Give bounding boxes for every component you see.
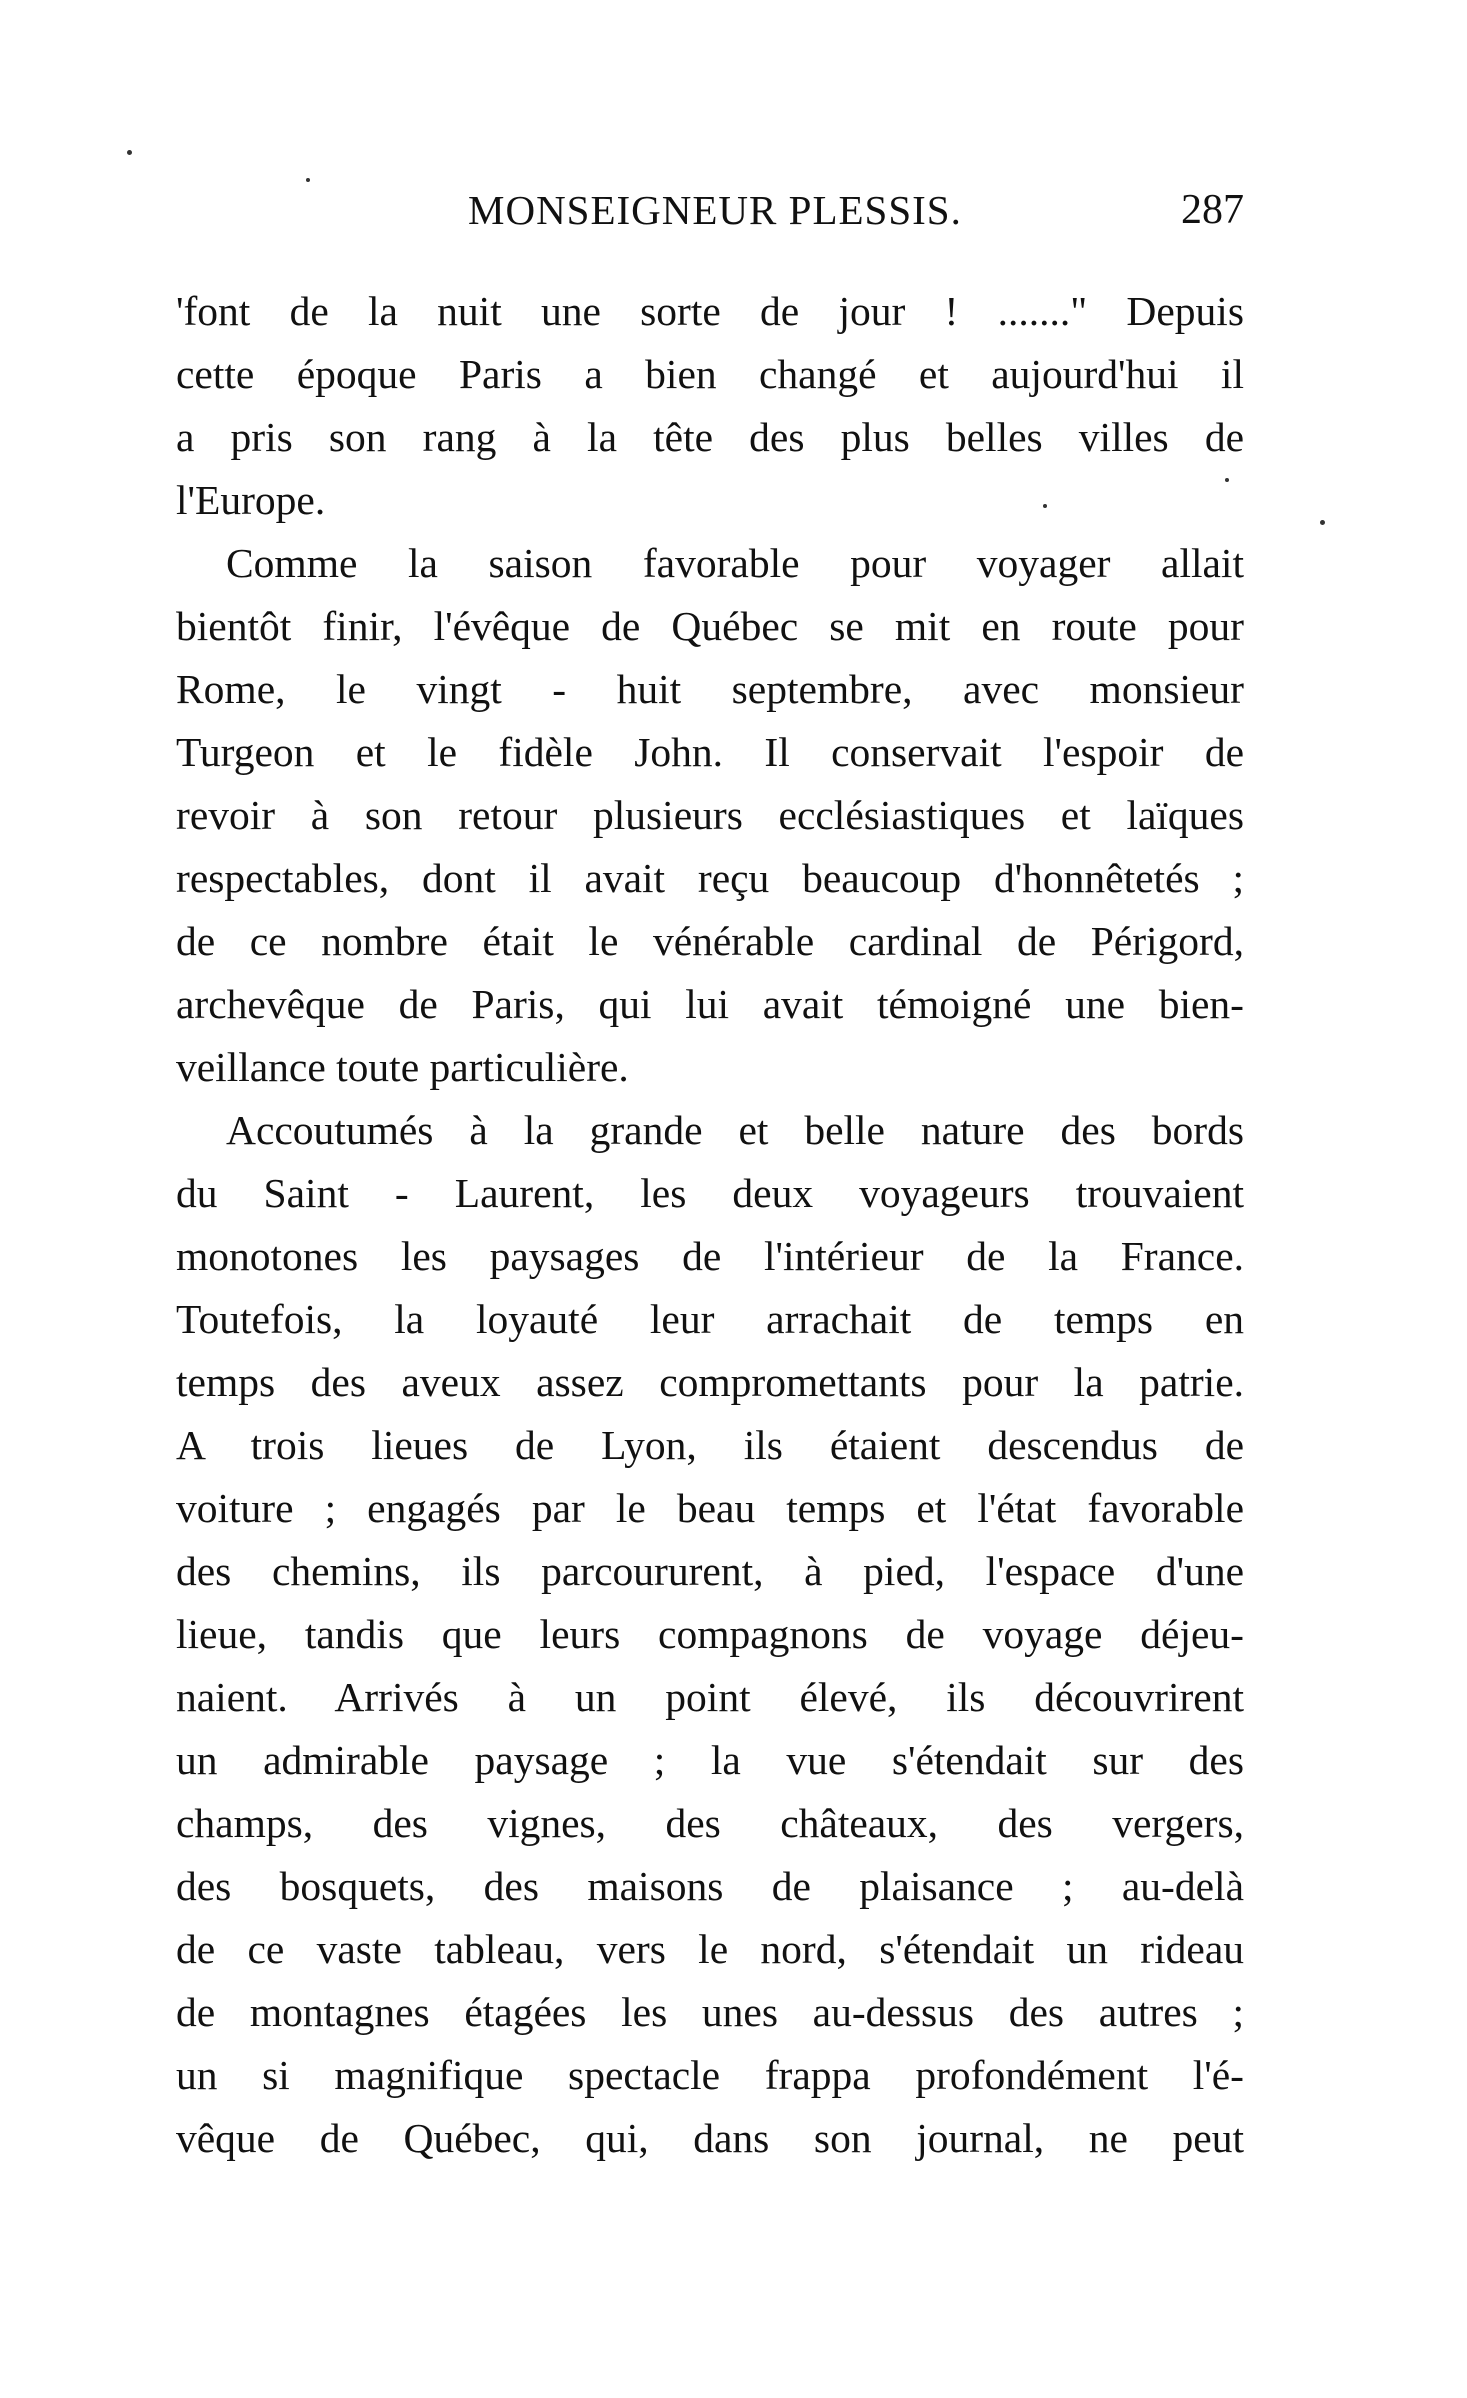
body-text (176, 280, 1244, 2170)
text-line: Comme la saison favorable pour voyager allait (226, 540, 1244, 586)
text-line: respectables, dont il avait reçu beaucoup d'honnêtetés ; (176, 855, 1244, 901)
text-line: du Saint - Laurent, les deux voyageurs trouvaient (176, 1170, 1244, 1216)
text-line: cette époque Paris a bien changé et aujourd'hui il (176, 351, 1244, 397)
text-line: Toutefois, la loyauté leur arrachait de temps en (176, 1296, 1244, 1342)
print-speck (1320, 520, 1325, 525)
print-speck (1043, 504, 1047, 508)
text-line: l'Europe. (176, 477, 326, 523)
text-line: bientôt finir, l'évêque de Québec se mit en route pour (176, 603, 1244, 649)
text-line: un si magnifique spectacle frappa profondément l'é- (176, 2052, 1244, 2098)
page-header (468, 186, 1244, 236)
text-line: des chemins, ils parcoururent, à pied, l'espace d'une (176, 1548, 1244, 1594)
text-line: de ce vaste tableau, vers le nord, s'étendait un rideau (176, 1926, 1244, 1972)
page-number: 287 (1181, 187, 1244, 233)
text-line: Accoutumés à la grande et belle nature des bords (226, 1107, 1244, 1153)
text-line: de montagnes étagées les unes au-dessus des autres ; (176, 1989, 1244, 2035)
print-speck (1225, 478, 1229, 482)
text-line: monotones les paysages de l'intérieur de la France. (176, 1233, 1244, 1279)
text-line: champs, des vignes, des châteaux, des vergers, (176, 1800, 1244, 1846)
text-line: des bosquets, des maisons de plaisance ; au-delà (176, 1863, 1244, 1909)
text-line: voiture ; engagés par le beau temps et l'état favorable (176, 1485, 1244, 1531)
running-title: MONSEIGNEUR PLESSIS. (468, 187, 962, 233)
text-line: veillance toute particulière. (176, 1044, 629, 1090)
text-line: naient. Arrivés à un point élevé, ils découvrirent (176, 1674, 1244, 1720)
print-speck (127, 150, 132, 155)
text-line: archevêque de Paris, qui lui avait témoigné une bien- (176, 981, 1244, 1027)
text-line: a pris son rang à la tête des plus belles villes de (176, 414, 1244, 460)
print-speck (306, 178, 310, 182)
text-line: A trois lieues de Lyon, ils étaient descendus de (176, 1422, 1244, 1468)
text-line: un admirable paysage ; la vue s'étendait sur des (176, 1737, 1244, 1783)
text-line: 'font de la nuit une sorte de jour ! ......." Depuis (176, 288, 1244, 334)
text-line: vêque de Québec, qui, dans son journal, ne peut (176, 2115, 1244, 2161)
text-line: revoir à son retour plusieurs ecclésiastiques et laïques (176, 792, 1244, 838)
text-line: Rome, le vingt - huit septembre, avec monsieur (176, 666, 1244, 712)
text-line: Turgeon et le fidèle John. Il conservait l'espoir de (176, 729, 1244, 775)
text-line: lieue, tandis que leurs compagnons de voyage déjeu- (176, 1611, 1244, 1657)
text-line: de ce nombre était le vénérable cardinal de Périgord, (176, 918, 1244, 964)
text-line: temps des aveux assez compromettants pour la patrie. (176, 1359, 1244, 1405)
